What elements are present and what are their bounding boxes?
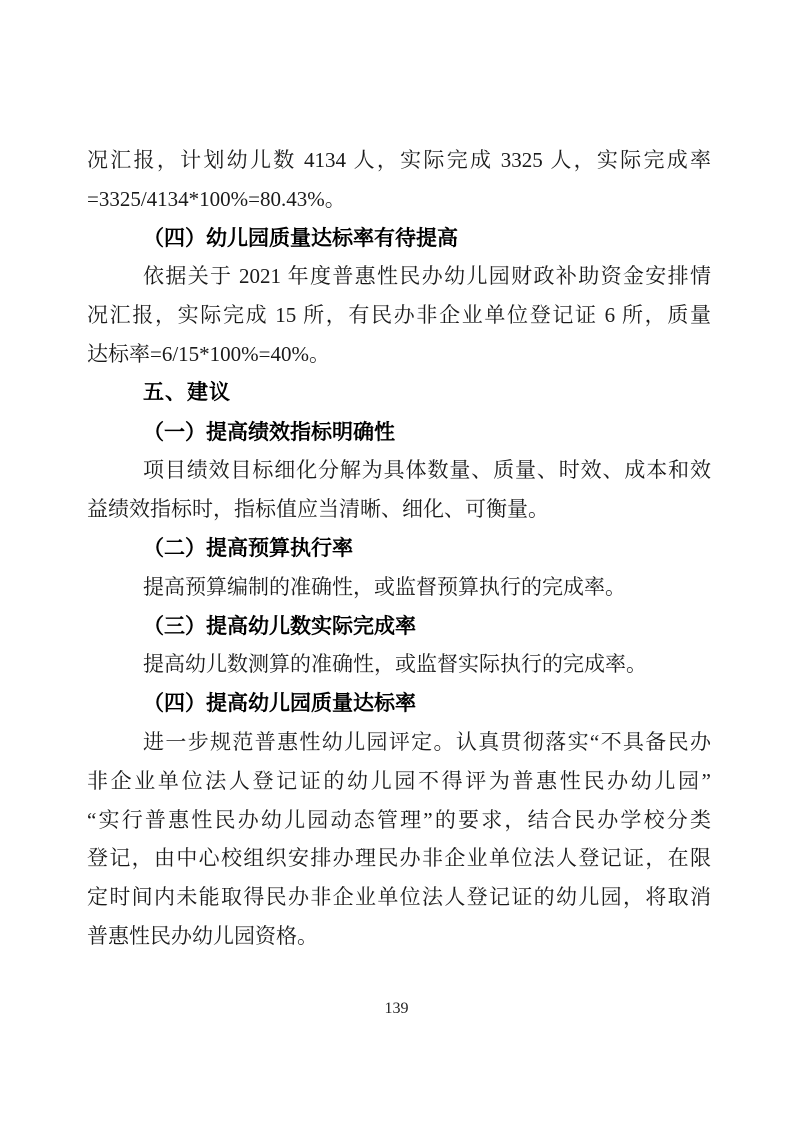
body-line-quality-basis-1: 依据关于 2021 年度普惠性民办幼儿园财政补助资金安排情 xyxy=(143,264,711,289)
heading-suggestion-3: （三）提高幼儿数实际完成率 xyxy=(143,613,416,638)
page-number: 139 xyxy=(384,1000,409,1017)
body-line-completion-rate-2: =3325/4134*100%=80.43%。 xyxy=(87,186,346,211)
body-line-suggestion-4-d: 登记，由中心校组织安排办理民办非企业单位法人登记证，在限 xyxy=(87,846,711,871)
body-line-quality-basis-2: 况汇报，实际完成 15 所，有民办非企业单位登记证 6 所，质量 xyxy=(87,303,711,328)
body-line-suggestion-1-b: 益绩效指标时，指标值应当清晰、细化、可衡量。 xyxy=(87,497,549,522)
document-body xyxy=(87,141,711,956)
heading-suggestion-4: （四）提高幼儿园质量达标率 xyxy=(143,691,416,716)
heading-section-4-quality-rate: （四）幼儿园质量达标率有待提高 xyxy=(143,225,458,250)
body-line-suggestion-4-e: 定时间内未能取得民办非企业单位法人登记证的幼儿园，将取消 xyxy=(87,885,711,910)
body-line-completion-rate-1: 况汇报，计划幼儿数 4134 人，实际完成 3325 人，实际完成率 xyxy=(87,148,711,172)
body-line-suggestion-1-a: 项目绩效目标细化分解为具体数量、质量、时效、成本和效 xyxy=(143,458,711,483)
body-line-suggestion-4-a: 进一步规范普惠性幼儿园评定。认真贯彻落实“不具备民办 xyxy=(143,729,711,754)
body-line-suggestion-4-b: 非企业单位法人登记证的幼儿园不得评为普惠性民办幼儿园” xyxy=(87,768,711,793)
heading-suggestion-1: （一）提高绩效指标明确性 xyxy=(143,419,395,444)
body-line-suggestion-4-f: 普惠性民办幼儿园资格。 xyxy=(87,923,318,948)
body-line-suggestion-4-c: “实行普惠性民办幼儿园动态管理”的要求，结合民办学校分类 xyxy=(87,807,711,832)
body-line-quality-basis-3: 达标率=6/15*100%=40%。 xyxy=(87,341,331,366)
heading-chapter-5-suggestions: 五、建议 xyxy=(143,380,231,404)
heading-suggestion-2: （二）提高预算执行率 xyxy=(143,535,353,560)
body-line-suggestion-2-a: 提高预算编制的准确性，或监督预算执行的完成率。 xyxy=(143,574,626,599)
body-line-suggestion-3-a: 提高幼儿数测算的准确性，或监督实际执行的完成率。 xyxy=(143,652,647,677)
